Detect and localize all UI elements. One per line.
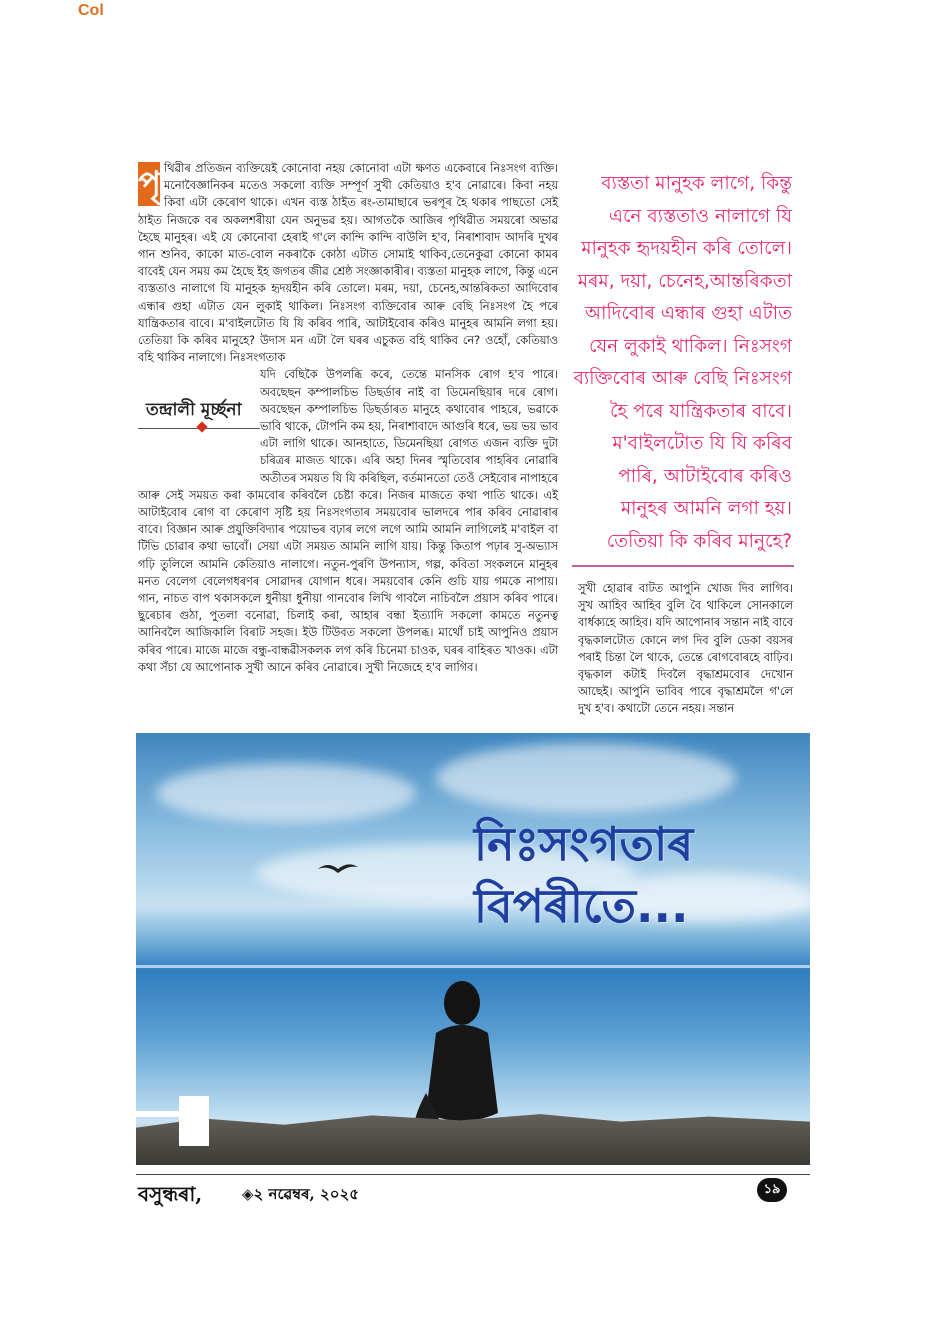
issue-date: ◈২ নৱেম্বৰ, ২০২৫ — [242, 1185, 359, 1203]
article-paragraph-1: থিৱীৰ প্ৰতিজন ব্যক্তিয়েই কোনোবা নহয় কোনোবা এটা ক্ষণত একেবাৰে নিঃসংগ ব্যক্তি। মনোবৈজ্ঞানিকৰ মতেও সকলো ব্যক্তি সম্পূৰ্ণ সুখী কেতিয়াও হ'ব নোৱাৰে। কিবা নহয় কিবা এটা কেৰোণ থাকে। এখন ব্যস্ত ঠাইত ৰং-তামাছাৰে ভৰপূৰ হৈ থকাৰ পাছতো সেই ঠাইত নিজকে বৰ অকলশৰীয়া যেন অনুভৱ হয়। আগতকৈ আজিৰ পৃথিৱীত সময়ৰো অভাৱ হৈছে মানুহৰ। এই যে কোনোবা হেৰাই গ'লে কান্দি কান্দি বাউলি হ'ব, নিৰাশাবাদ আদৰি দুখৰ গান শুনিব, কাকো মাত-বোল নকৰাকৈ কোঠা এটাত সোমাই থাকিব,তেনেকুৱা কোনো কামৰ বাবেই যেন সময় কম হৈছে ইহ জগতৰ জীৱ শ্ৰেষ্ঠ সংজ্ঞাকাৰীৰ। ব্যস্ততা মানুহক লাগে, কিন্তু এনে ব্যস্ততাও নালাগে যি মানুহক হৃদয়হীন কৰি তোলে। মৰম, দয়া, চেনেহ,আন্তৰিকতা আদিবোৰ এন্ধাৰ গুহা এটাত যেন লুকাই থাকিল। নিঃসংগ ব্যক্তিবোৰ আৰু বেছি নিঃসংগ হৈ পৰে যান্ত্ৰিকতাৰ বাবে। ম'বাইলটোত যি যি কৰিব পাৰি, আটাইবোৰ কৰিও মানুহৰ আমনি লগা হয়। তেতিয়া কি কৰিব মানুহে? উদাস মন এটা লৈ ঘৰৰ এচুকত বহি থাকিব নে? ওহোঁ, কেতিয়াও বহি থাকিব নালাগে। নিঃসংগতাক — [138, 162, 558, 365]
byline-block — [138, 366, 260, 486]
hero-photo — [136, 733, 810, 1165]
page-number: ১৯ — [757, 1178, 787, 1202]
photo-corner-bar — [136, 1111, 179, 1117]
headline — [474, 813, 693, 937]
horizon-line — [136, 965, 810, 968]
footer-divider — [136, 1174, 810, 1175]
pull-quote-divider — [572, 565, 794, 567]
right-column-text: সুখী হোৱাৰ বাটত আপুনি খোজ দিব লাগিব। সুখ আহিব আহিব বুলি বৈ থাকিলে সোনকালে বাৰ্ধক্যহে আহিব। যদি আপোনাৰ সন্তান নাই বাবে বৃদ্ধকালটোত কোনে লগ দিব বুলি ডেকা বয়সৰ পৰাই চিন্তা লৈ থাকে, তেন্তে ৰোগবোৰহে বাঢ়িব। বৃদ্ধকাল কটাই দিবলৈ বৃদ্ধাশ্ৰমবোৰ দেখোন আছেই। আপুনি ভাবিব পাৰে বৃদ্ধাশ্ৰমলৈ গ'লে দুখ হ'ব। কথাটো তেনে নহয়। সন্তান — [578, 582, 793, 716]
author-byline: তন্দ্ৰালী মূৰ্চ্ছনা — [146, 400, 242, 421]
article-paragraph-2: যদি বেছিকৈ উপলব্ধি কৰে, তেন্তে মানসিক ৰোগ হ'ব পাৰে। অবছেছন কম্পালচিভ ডিছৰ্ডাৰ নাই বা ডিমেনছিয়াৰ দৰে ৰোগ। অবছেছন কম্পালচিভ ডিছৰ্ডাৰত মানুহে কথাবোৰ পাহৰে, ভৱাকে ভাবি থাকে, টোপনি কম হয়, নিৰাশাবাদে আগুৰি ধৰে, ভয় ভয় ভাব এটা লাগি থাকে। আনহাতে, ডিমেনছিয়া ৰোগত এজন ব্যক্তি দুটা চৰিত্ৰৰ মাজত থাকে। এৰি অহা দিনৰ স্মৃতিবোৰ পাহৰিব নোৱাৰি অতীতৰ সময়ত যি যি কৰিছিল, বৰ্তমানতো তেওঁ সেইবোৰ নাপাহৰে আৰু সেই সময়ত কৰা কামবোৰ কৰিবলৈ চেষ্টা কৰে। নিজৰ মাজতে কথা পাতি থাকে। এই আটাইবোৰ ৰোগ বা কেৰোণ সৃষ্টি হয় নিঃসংগতাৰ সময়বোৰ ভালদৰে পাৰ কৰিব নোৱাৰাৰ বাবে। বিজ্ঞান আৰু প্ৰযুক্তিবিদ্যাৰ পয়োভৰ বঢ়াৰ লগে লগে আমি আমনি লাগিলেই ম'বাইল বা টিভি চোৱাৰ কথা ভাবোঁ। সেয়া এটা সময়ত আমনি লাগি যায়। কিন্তু কিতাপ পঢ়াৰ সু-অভ্যাস গঢ়ি তুলিলে আমনি কেতিয়াও নালাগে। নতুন-পুৰণি উপন্যাস, গল্প, কবিতা সংকলনে মানুহৰ মনত বেলেগ বেলেগধৰণৰ সোৱাদৰ যোগান ধৰে। সময়বোৰ কেনি গুচি যায় গমকে নাপায়। গান, নাচত বাপ থকাসকলে ধুনীয়া ধুনীয়া গানবোৰ লিখি গাবলৈ নাচিবলৈ প্ৰয়াস কৰিব পাৰে। ছুৰেচাৰ গুঠা, পুতলা বনোৱা, চিলাই কৰা, আহাৰ বন্ধা ইত্যাদি সকলো কামতে নতুনত্ব আনিবলৈ আজিকালি বিৰাট সহজ। ইউ টিউবত সকলো উপলব্ধ। মাথোঁ চাই আপুনিও প্ৰয়াস কৰিব পাৰে। মাজে মাজে বন্ধু-বান্ধৱীসকলক লগ কৰি চিনেমা চাওক, ঘৰৰ বাহিৰত খাওক। এটা কথা সঁচা যে আপোনাক সুখী আনে কৰিব নোৱাৰে। সুখী নিজেহে হ'ব লাগিব। — [138, 368, 558, 674]
headline-line-2: বিপৰীতে... — [474, 879, 689, 933]
photo-corner-block — [179, 1096, 209, 1146]
drop-cap: পৃ — [138, 164, 162, 204]
sitting-woman-silhouette-icon — [406, 973, 516, 1133]
pull-quote: ব্যস্ততা মানুহক লাগে, কিন্তু এনে ব্যস্ততাও নালাগে যি মানুহক হৃদয়হীন কৰি তোলে। মৰম, দয়া, চেনেহ,আন্তৰিকতা আদিবোৰ এন্ধাৰ গুহা এটাত যেন লুকাই থাকিল। নিঃসংগ ব্যক্তিবোৰ আৰু বেছি নিঃসংগ হৈ পৰে যান্ত্ৰিকতাৰ বাবে। ম'বাইলটোত যি যি কৰিব পাৰি, আটাইবোৰ কৰিও মানুহৰ আমনি লগা হয়। তেতিয়া কি কৰিব মানুহে? — [573, 173, 792, 552]
corner-mark: Col — [78, 2, 104, 19]
seagull-icon — [318, 861, 358, 877]
headline-line-1: নিঃসংগতাৰ — [474, 817, 694, 871]
article-body — [138, 160, 558, 676]
diamond-ornament-icon — [196, 422, 207, 433]
magazine-name: বসুন্ধৰা, — [138, 1182, 203, 1206]
